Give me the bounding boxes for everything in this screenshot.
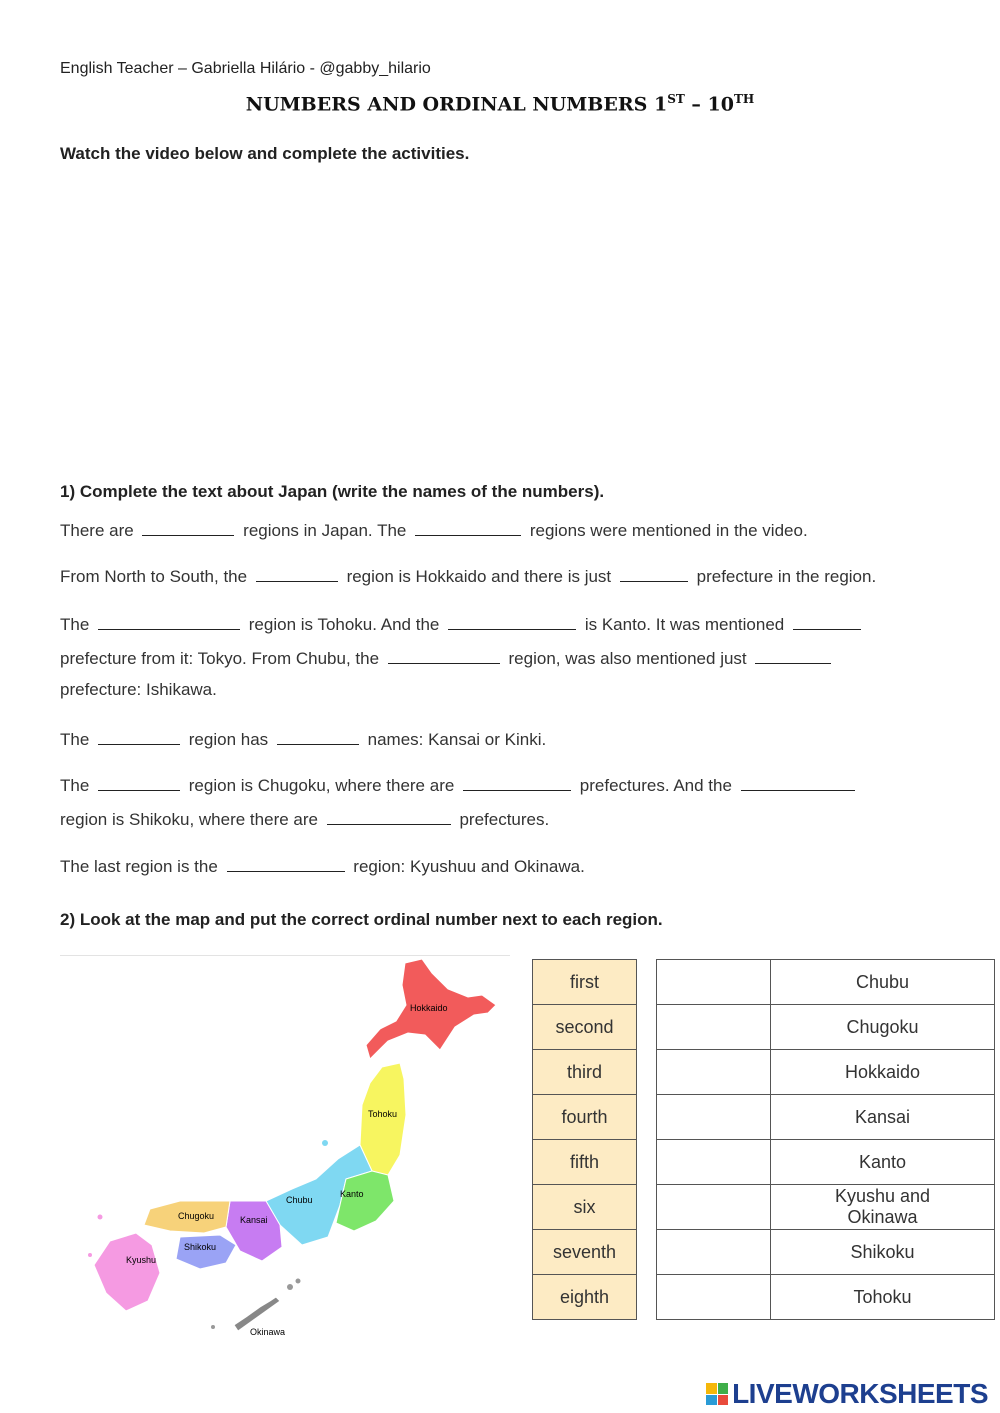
text: region is Hokkaido and there is just xyxy=(346,567,612,586)
region-name: Tohoku xyxy=(771,1275,995,1320)
text: prefecture in the region. xyxy=(696,567,877,586)
liveworksheets-logo xyxy=(706,1378,988,1410)
island xyxy=(322,1140,328,1146)
map-region-shikoku[interactable] xyxy=(176,1235,236,1269)
map-label-okinawa: Okinawa xyxy=(250,1327,286,1337)
map-region-tohoku[interactable] xyxy=(360,1063,406,1175)
ordinal-option[interactable]: second xyxy=(533,1005,637,1050)
answer-blank[interactable] xyxy=(755,647,831,664)
text: The xyxy=(60,615,90,634)
region-name: Kansai xyxy=(771,1095,995,1140)
text: names: Kansai or Kinki. xyxy=(367,730,547,749)
okinawa-island xyxy=(296,1279,301,1284)
region-name: Chugoku xyxy=(771,1005,995,1050)
text-line-5: prefecture: Ishikawa. xyxy=(60,680,217,699)
map-region-okinawa[interactable] xyxy=(234,1297,280,1331)
answer-blank[interactable] xyxy=(793,613,861,630)
answer-blank[interactable] xyxy=(98,613,240,630)
text: region is Shikoku, where there are xyxy=(60,810,318,829)
map-label-chugoku: Chugoku xyxy=(178,1211,215,1221)
answer-drop-cell[interactable] xyxy=(657,960,771,1005)
answer-blank[interactable] xyxy=(142,519,234,536)
text-line-2 xyxy=(60,565,876,587)
answer-blank[interactable] xyxy=(256,565,338,582)
answer-blank[interactable] xyxy=(227,855,345,872)
answer-blank[interactable] xyxy=(463,774,571,791)
text: regions were mentioned in the video. xyxy=(529,521,808,540)
map-region-kyushu[interactable] xyxy=(94,1233,160,1311)
ordinal-option[interactable]: six xyxy=(533,1185,637,1230)
answer-blank[interactable] xyxy=(277,728,359,745)
region-name: Kanto xyxy=(771,1140,995,1185)
map-label-tohoku: Tohoku xyxy=(368,1109,398,1119)
text: is Kanto. It was mentioned xyxy=(584,615,785,634)
instruction: Watch the video below and complete the activities. xyxy=(60,144,470,163)
answer-blank[interactable] xyxy=(98,774,180,791)
answer-blank[interactable] xyxy=(741,774,855,791)
okinawa-island xyxy=(287,1284,293,1290)
text-line-4 xyxy=(60,647,835,669)
text: region, was also mentioned just xyxy=(508,649,747,668)
answer-blank[interactable] xyxy=(98,728,180,745)
activity2-heading: 2) Look at the map and put the correct ordinal number next to each region. xyxy=(60,910,663,929)
island xyxy=(88,1253,92,1257)
japan-map xyxy=(70,955,510,1345)
ordinal-option[interactable]: fifth xyxy=(533,1140,637,1185)
island xyxy=(98,1215,103,1220)
answer-drop-cell[interactable] xyxy=(657,1050,771,1095)
answer-blank[interactable] xyxy=(448,613,576,630)
answer-blank[interactable] xyxy=(327,808,451,825)
answer-blank[interactable] xyxy=(415,519,521,536)
ordinal-option[interactable]: seventh xyxy=(533,1230,637,1275)
map-label-hokkaido: Hokkaido xyxy=(410,1003,448,1013)
region-name: Chubu xyxy=(771,960,995,1005)
teacher-credit: English Teacher – Gabriella Hilário - @gabby_hilario xyxy=(60,60,431,77)
title-sup-th: TH xyxy=(733,92,755,106)
ordinal-option[interactable]: first xyxy=(533,960,637,1005)
text-line-3 xyxy=(60,613,865,635)
answer-drop-cell[interactable] xyxy=(657,1230,771,1275)
text: The xyxy=(60,776,90,795)
map-label-kyushu: Kyushu xyxy=(126,1255,157,1265)
text: The xyxy=(60,730,90,749)
answer-blank[interactable] xyxy=(620,565,688,582)
ordinal-option[interactable]: fourth xyxy=(533,1095,637,1140)
text: region: Kyushuu and Okinawa. xyxy=(353,857,585,876)
text-line-6 xyxy=(60,728,546,750)
text: regions in Japan. The xyxy=(243,521,407,540)
text-line-1 xyxy=(60,519,808,541)
answer-drop-cell[interactable] xyxy=(657,1005,771,1050)
title-sup-st: ST xyxy=(667,92,685,106)
text: The last region is the xyxy=(60,857,218,876)
text-line-7 xyxy=(60,774,859,796)
answer-drop-cell[interactable] xyxy=(657,1275,771,1320)
region-name: Hokkaido xyxy=(771,1050,995,1095)
map-label-shikoku: Shikoku xyxy=(184,1242,217,1252)
title-dash: – 10 xyxy=(684,93,734,116)
text: region has xyxy=(188,730,269,749)
text-line-9 xyxy=(60,855,585,877)
region-name: Shikoku xyxy=(771,1230,995,1275)
text: region is Chugoku, where there are xyxy=(188,776,455,795)
region-name: Kyushu and Okinawa xyxy=(771,1185,995,1230)
text: prefectures. And the xyxy=(579,776,732,795)
ordinal-option[interactable]: eighth xyxy=(533,1275,637,1320)
answer-drop-cell[interactable] xyxy=(657,1095,771,1140)
ordinals-table xyxy=(532,959,637,1320)
map-label-chubu: Chubu xyxy=(286,1195,313,1205)
text: There are xyxy=(60,521,134,540)
text: prefecture from it: Tokyo. From Chubu, the xyxy=(60,649,380,668)
regions-table xyxy=(656,959,995,1320)
logo-icon xyxy=(706,1383,728,1405)
page-title xyxy=(0,92,1000,115)
text-line-8 xyxy=(60,808,549,830)
activity1-heading: 1) Complete the text about Japan (write the names of the numbers). xyxy=(60,482,605,501)
text: prefectures. xyxy=(459,810,550,829)
answer-drop-cell[interactable] xyxy=(657,1140,771,1185)
title-main: NUMBERS AND ORDINAL NUMBERS 1 xyxy=(245,93,668,116)
ordinal-option[interactable]: third xyxy=(533,1050,637,1095)
map-label-kansai: Kansai xyxy=(240,1215,268,1225)
brand-text: LIVEWORKSHEETS xyxy=(732,1378,988,1409)
map-label-kanto: Kanto xyxy=(340,1189,364,1199)
okinawa-island xyxy=(211,1325,215,1329)
text: region is Tohoku. And the xyxy=(248,615,440,634)
answer-drop-cell[interactable] xyxy=(657,1185,771,1230)
answer-blank[interactable] xyxy=(388,647,500,664)
text: From North to South, the xyxy=(60,567,248,586)
